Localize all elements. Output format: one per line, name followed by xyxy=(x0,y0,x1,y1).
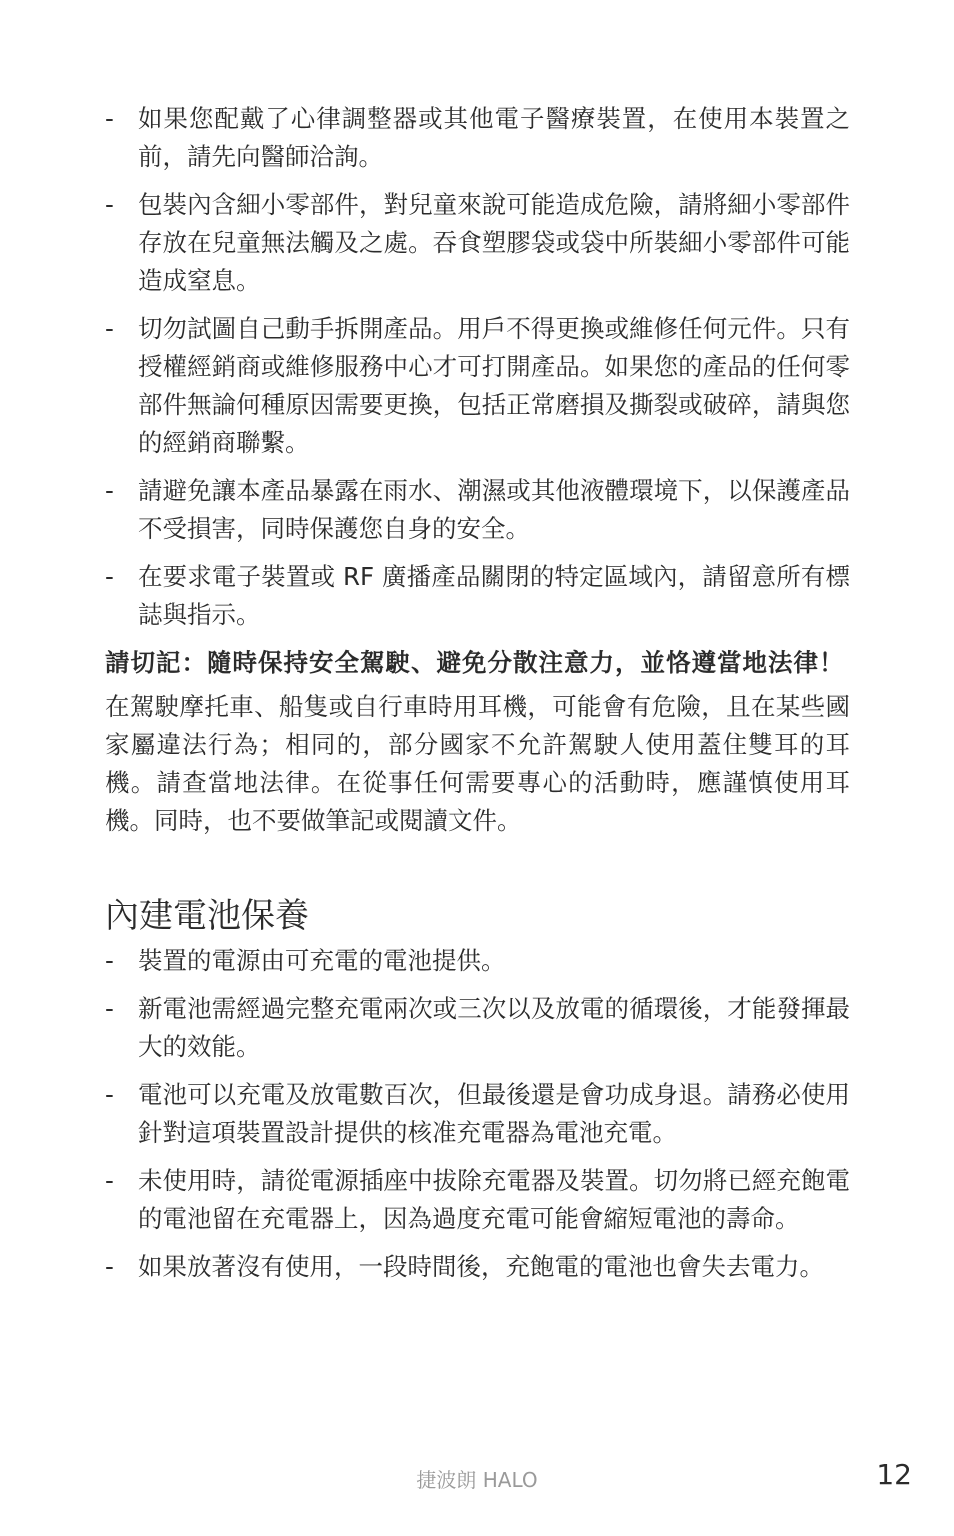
list-item-text: 包裝內含細小零部件，對兒童來說可能造成危險，請將細小零部件存放在兒童無法觸及之處。吞食塑膠袋或袋中所裝細小零部件可能造成窒息。 xyxy=(138,190,850,295)
bullet-dash: - xyxy=(105,314,114,343)
list-item xyxy=(105,990,850,1066)
bullet-dash: - xyxy=(105,1166,114,1195)
section-title: 內建電池保養 xyxy=(105,896,309,936)
list-item xyxy=(105,942,850,980)
list-item-text: 請避免讓本產品暴露在雨水、潮濕或其他液體環境下，以保護產品不受損害，同時保護您自身的安全。 xyxy=(138,476,850,543)
list-item-text: 在要求電子裝置或 RF 廣播產品關閉的特定區域內，請留意所有標誌與指示。 xyxy=(138,562,850,629)
bullet-dash: - xyxy=(105,1252,114,1281)
bullet-dash: - xyxy=(105,476,114,505)
safety-list xyxy=(105,100,850,634)
list-item-text: 如果您配戴了心律調整器或其他電子醫療裝置，在使用本裝置之前，請先向醫師洽詢。 xyxy=(138,104,850,171)
page-content xyxy=(105,100,850,1296)
bullet-dash: - xyxy=(105,104,114,133)
warning-heading: 請切記：隨時保持安全駕駛、避免分散注意力，並恪遵當地法律！ xyxy=(105,648,845,677)
list-item xyxy=(105,1248,850,1286)
list-item xyxy=(105,186,850,300)
bullet-dash: - xyxy=(105,190,114,219)
bullet-dash: - xyxy=(105,946,114,975)
list-item-text: 如果放著沒有使用，一段時間後，充飽電的電池也會失去電力。 xyxy=(138,1252,824,1281)
list-item xyxy=(105,472,850,548)
bullet-dash: - xyxy=(105,1080,114,1109)
list-item-text: 新電池需經過完整充電兩次或三次以及放電的循環後，才能發揮最大的效能。 xyxy=(138,994,850,1061)
list-item-text: 切勿試圖自己動手拆開產品。用戶不得更換或維修任何元件。只有授權經銷商或維修服務中心才可打開產品。如果您的產品的任何零部件無論何種原因需要更換，包括正常磨損及撕裂或破碎，請與您的經銷商聯繫。 xyxy=(138,314,850,457)
list-item xyxy=(105,310,850,462)
list-item xyxy=(105,1076,850,1152)
list-item-text: 未使用時，請從電源插座中拔除充電器及裝置。切勿將已經充飽電的電池留在充電器上，因為過度充電可能會縮短電池的壽命。 xyxy=(138,1166,850,1233)
list-item-text: 電池可以充電及放電數百次，但最後還是會功成身退。請務必使用針對這項裝置設計提供的核准充電器為電池充電。 xyxy=(138,1080,850,1147)
list-item xyxy=(105,558,850,634)
bullet-dash: - xyxy=(105,994,114,1023)
page-number: 12 xyxy=(876,1458,912,1491)
list-item xyxy=(105,1162,850,1238)
battery-list xyxy=(105,942,850,1286)
list-item xyxy=(105,100,850,176)
bullet-dash: - xyxy=(105,562,114,591)
footer-brand: 捷波朗 HALO xyxy=(416,1468,538,1492)
list-item-text: 裝置的電源由可充電的電池提供。 xyxy=(138,946,506,975)
warning-paragraph: 在駕駛摩托車、船隻或自行車時用耳機，可能會有危險，且在某些國家屬違法行為；相同的，部分國家不允許駕駛人使用蓋住雙耳的耳機。請查當地法律。在從事任何需要專心的活動時，應謹慎使用耳機。同時，也不要做筆記或閱讀文件。 xyxy=(105,692,850,835)
